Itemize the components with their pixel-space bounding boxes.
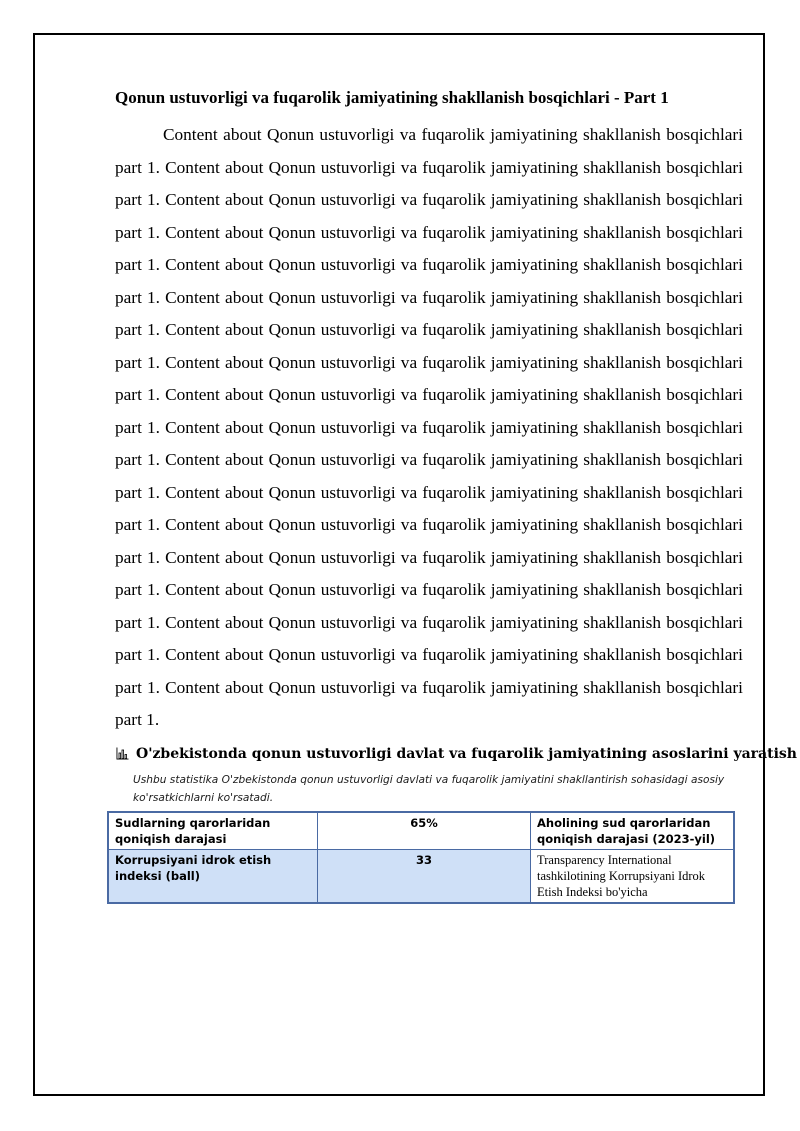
statistics-table [107,811,735,904]
row-note: Aholining sud qarorlaridan qoniqish darajasi (2023-yil) [531,812,735,850]
statistics-heading [116,743,797,765]
document-title: Qonun ustuvorligi va fuqarolik jamiyatining shakllanish bosqichlari - Part 1 [115,88,669,107]
row-value: 65% [318,812,531,850]
statistics-description: Ushbu statistika O'zbekistonda qonun ustuvorligi davlati va fuqarolik jamiyatini shakllantirish sohasidagi asosiy ko'rsatkichlarni ko'rsatadi. [133,773,725,804]
table-row [108,849,734,903]
document-content [115,86,797,904]
row-value: 33 [318,849,531,903]
body-paragraph: Content about Qonun ustuvorligi va fuqarolik jamiyatining shakllanish bosqichlari part 1. Content about Qonun ustuvorligi va fuqarolik jamiyatining shakllanish bosqichlari part 1. Content about Qonun ustuvorligi va fuqarolik jamiyatining shakllanish bosqichlari part 1. Content about Qonun ustuvorligi va fuqarolik jamiyatining shakllanish bosqichlari part 1. Content about Qonun ustuvorligi va fuqarolik jamiyatining shakllanish bosqichlari part 1. Content about Qonun ustuvorligi va fuqarolik jamiyatining shakllanish bosqichlari part 1. Content about Qonun ustuvorligi va fuqarolik jamiyatining shakllanish bosqichlari part 1. Content about Qonun ustuvorligi va fuqarolik jamiyatining shakllanish bosqichlari part 1. Content about Qonun ustuvorligi va fuqarolik jamiyatining shakllanish bosqichlari part 1. Content about Qonun ustuvorligi va fuqarolik jamiyatining shakllanish bosqichlari part 1. Content about Qonun ustuvorligi va fuqarolik jamiyatining shakllanish bosqichlari part 1. Content about Qonun ustuvorligi va fuqarolik jamiyatining shakllanish bosqichlari part 1. Content about Qonun ustuvorligi va fuqarolik jamiyatining shakllanish bosqichlari part 1. Content about Qonun ustuvorligi va fuqarolik jamiyatining shakllanish bosqichlari part 1. Content about Qonun ustuvorligi va fuqarolik jamiyatining shakllanish bosqichlari part 1. Content about Qonun ustuvorligi va fuqarolik jamiyatining shakllanish bosqichlari part 1. Content about Qonun ustuvorligi va fuqarolik jamiyatining shakllanish bosqichlari part 1. Content about Qonun ustuvorligi va fuqarolik jamiyatining shakllanish bosqichlari part 1. [115,125,743,729]
row-note: Transparency International tashkilotining Korrupsiyani Idrok Etish Indeksi bo'yicha [531,849,735,903]
bar-chart-icon [116,747,129,760]
row-label: Korrupsiyani idrok etish indeksi (ball) [108,849,318,903]
row-label: Sudlarning qarorlaridan qoniqish darajasi [108,812,318,850]
statistics-section [115,743,797,904]
table-row [108,812,734,850]
statistics-heading-text: O'zbekistonda qonun ustuvorligi davlat va fuqarolik jamiyatining asoslarini yaratish [136,745,797,762]
